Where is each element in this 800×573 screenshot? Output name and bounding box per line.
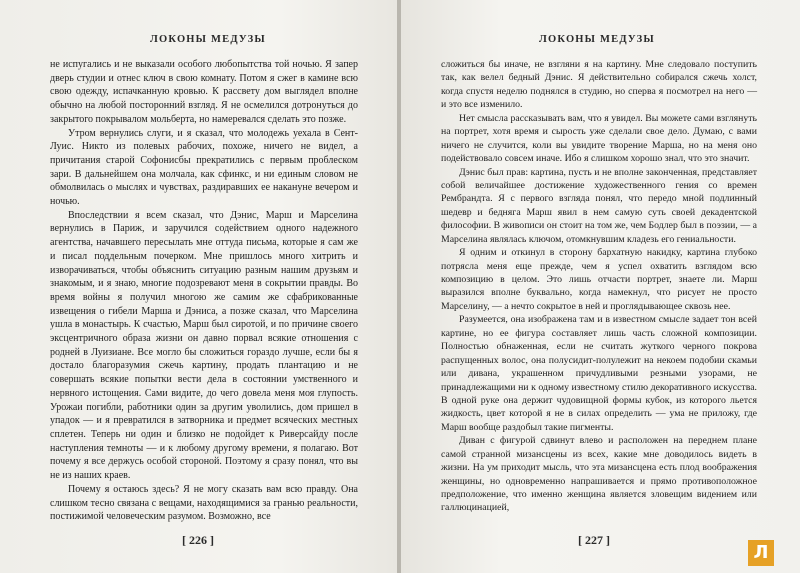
left-page-body bbox=[50, 58, 358, 524]
right-page-body bbox=[441, 58, 757, 515]
publisher-logo-letter: Л bbox=[753, 542, 769, 563]
paragraph: Утром вернулись слуги, и я сказал, что молодежь уехала в Сент-Луис. Никто из полевых рабочих, похоже, ничего не видел, а причитания старой Софонисбы прекратились с первым проблеском зари. В дальнейшем она молчала, как сфинкс, и ни единым словом не обмолвилась о мыслях и чувствах, раздиравших ее накануне вечером и ночью. bbox=[50, 127, 358, 208]
paragraph: Почему я остаюсь здесь? Я не могу сказать вам всю правду. Она слишком тесно связана с вещами, находящимися за гранью реальности, постижимой человеческим разумом. Возможно, все bbox=[50, 483, 358, 523]
paragraph: Нет смысла рассказывать вам, что я увидел. Вы можете сами взглянуть на портрет, хотя время и сырость уже сделали свое дело. Думаю, с вами ничего не случится, коли вы увидите творение Марша, но на меня оно подействовало совсем иначе. Ибо я слишком хорошо знал, что это значит. bbox=[441, 112, 757, 165]
paragraph: не испугались и не выказали особого любопытства той ночью. Я запер дверь студии и отнес ключ в свою комнату. Потом я сжег в камине всю свою одежду, испачканную кровью. К рассвету дом выглядел вполне обычно на любой посторонний взгляд. Я не осмелился дотронуться до закрытого покрывалом мольберта, но намеревался сделать это позже. bbox=[50, 59, 358, 125]
running-header-right: ЛОКОНЫ МЕДУЗЫ bbox=[539, 34, 655, 45]
paragraph: Я одним и откинул в сторону бархатную накидку, картина глубоко потрясла меня еще прежде, чем я успел охватить взглядом всю композицию в целом. Это лишь отчасти портрет, знаете ли. Марш выразился вполне буквально, когда намекнул, что рисует не просто Марселину, — а нечто сокрытое в ней и проглядывающее сквозь нее. bbox=[441, 247, 757, 312]
publisher-logo bbox=[748, 540, 774, 566]
running-header-left: ЛОКОНЫ МЕДУЗЫ bbox=[150, 34, 266, 45]
paragraph: Дэнис был прав: картина, пусть и не вполне законченная, представляет собой величайшее достижение художественного гения со времен Рембрандта. Я с первого взгляда понял, что передо мной подлинный шедевр и бедняга Марш явил в нем самую суть своей декадентской философии. В живописи он стоит на том же, чем Бодлер был в поэзии, — а Марселина являлась ключом, отомкнувшим кладезь его гениальности. bbox=[441, 166, 757, 245]
paragraph: Разумеется, она изображена там и в известном смысле задает тон всей картине, но ее фигура составляет лишь часть сложной композиции. Полностью обнаженная, если не считать жуткого черного покрова распущенных волос, она полусидит-полулежит на некоем подобии скамьи или дивана, украшенном причудливыми резными узорами, не принадлежащими ни к одному известному стилю декоративного искусства. В одной руке она держит чудовищной формы кубок, из которого льется жидкость, цвет которой я не в силах определить — ума не приложу, где Марш вообще раздобыл такие пигменты. bbox=[441, 314, 757, 433]
page-number-right: [ 227 ] bbox=[578, 533, 610, 547]
page-number-left: [ 226 ] bbox=[182, 533, 214, 547]
left-page bbox=[0, 0, 399, 573]
paragraph: Диван с фигурой сдвинут влево и расположен на переднем плане самой странной мизансцены из всех, какие мне доводилось видеть в жизни. На ум приходит мысль, что эта мизансцена есть плод воображения женщины, но одновременно напрашивается и прямо противоположное предположение, что именно женщина является зловещим видением или галлюцинацией, bbox=[441, 435, 757, 514]
right-page bbox=[401, 0, 800, 573]
paragraph: сложиться бы иначе, не взгляни я на картину. Мне следовало поступить так, как велел бедный Дэнис. Я действительно собирался сжечь холст, когда спустя неделю поднялся в студию, но сперва я посмотрел на него — и это все изменило. bbox=[441, 59, 757, 111]
paragraph: Впоследствии я всем сказал, что Дэнис, Марш и Марселина вернулись в Париж, и заручился содействием одного надежного агентства, начавшего пересылать мне оттуда письма, которые я сам же и писал поддельным почерком. Мне пришлось много хитрить и изворачиваться, чтобы объяснить ситуацию разным нашим друзьям и знакомым, и я знаю, многие подозревают меня в сокрытии правды. Во время войны я получил многою же самим же сфабрикованные извещения о гибели Марша и Дэниса, а позже сказал, что Марселина ушла в монастырь. К счастью, Марш был сиротой, и по причине своего эксцентричного образа жизни он давно порвал всякие отношения с родней в Луизиане. Все могло бы сложиться гораздо лучше, если бы я достало благоразумия сжечь картину, продать плантацию и не совершать всякие попытки вести дела в состоянии умственного и нервного истощения. Сами видите, до чего довела меня моя глупость. Урожаи погибли, работники один за другим уволились, дом пришел в упадок — и я превратился в затворника и предмет всяческих местных сплетен. Теперь ни один и близко не подойдет к Риверсайду после наступления темноты — и к любому другому времени, я полагаю. Вот почему я все держусь особой стороной. Поэтому я сразу понял, что вы не из наших краев. bbox=[50, 209, 358, 482]
